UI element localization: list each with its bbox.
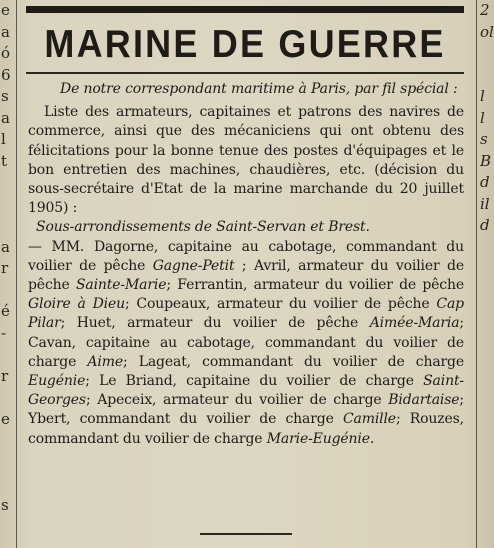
margin-fragment	[480, 366, 494, 388]
margin-fragment	[480, 65, 494, 87]
margin-fragment: e	[1, 1, 10, 19]
margin-fragment	[0, 172, 14, 194]
margin-fragment	[0, 430, 14, 452]
margin-fragment: 2	[480, 1, 490, 19]
ship-name: Aimée-Maria	[369, 315, 460, 332]
margin-fragment: d	[480, 216, 490, 234]
margin-fragment	[480, 409, 494, 431]
names-text-run: — MM. Dagorne, capitaine au cabotage, commandant du voilier de pêche	[28, 238, 464, 274]
margin-fragment	[0, 215, 14, 237]
article-headline: MARINE DE GUERRE	[44, 21, 446, 66]
margin-fragment	[480, 280, 494, 302]
article-body	[28, 80, 464, 449]
article-end-rule	[200, 533, 292, 535]
names-text-run: ; Avril, armateur du voilier de pêche	[28, 257, 464, 294]
ship-name: Gloire à Dieu	[28, 296, 125, 313]
margin-fragment	[480, 323, 494, 345]
margin-fragment	[0, 344, 14, 366]
margin-fragment: d	[480, 173, 490, 191]
margin-fragment	[480, 387, 494, 409]
names-text-run: .	[369, 430, 375, 447]
article-intro: Liste des armateurs, capitaines et patrons des navires de commerce, ainsi que des mécaniciens qui ont obtenu des félicitations pour la bonne tenue des postes d'équipages et le bon entretien des machines, chaudières, etc. (décision du sous-secrétaire d'Etat de la marine marchande du 20 juillet 1905) :	[28, 104, 464, 217]
margin-fragment: 6	[1, 65, 11, 84]
margin-fragment: a	[1, 22, 10, 41]
margin-fragment: s	[1, 87, 9, 105]
margin-fragment: l	[1, 130, 6, 148]
margin-fragment	[480, 237, 494, 259]
article-lead: De notre correspondant maritime à Paris, par fil spécial :	[60, 81, 458, 97]
ship-name: Eugénie	[28, 373, 86, 390]
margin-fragment	[0, 194, 14, 216]
margin-fragment	[0, 473, 14, 495]
ship-name: Cap Pilar	[28, 296, 464, 332]
margin-fragment	[480, 43, 494, 65]
margin-fragment: r	[1, 366, 9, 385]
margin-fragment: a	[1, 108, 10, 127]
margin-fragment: -	[1, 323, 7, 342]
ship-name: Gagne-Petit	[152, 257, 235, 274]
margin-fragment: l	[480, 87, 485, 105]
ship-name: Marie-Eugénie	[266, 430, 370, 447]
margin-fragment: B	[480, 151, 492, 170]
margin-fragment: t	[1, 151, 8, 170]
top-rule	[26, 6, 464, 13]
ship-name: Camille	[342, 411, 396, 428]
ship-name: Sainte-Marie	[75, 277, 167, 294]
names-text-run: ; Ybert, commandant du voilier de charge	[28, 392, 464, 428]
margin-fragment	[480, 452, 494, 474]
margin-fragment	[480, 344, 494, 366]
margin-fragment: s	[1, 495, 9, 514]
names-text-run: ; Coupeaux, armateur du voilier de pêche	[124, 296, 437, 313]
headline-rule	[26, 72, 464, 74]
names-text-run: ; Rouzes, commandant du voilier de charge	[28, 411, 464, 447]
margin-fragment	[480, 301, 494, 323]
margin-fragment	[0, 387, 14, 409]
margin-fragment: ol	[480, 22, 494, 41]
margin-fragment	[480, 495, 494, 517]
margin-fragment: a	[1, 237, 10, 256]
ship-name: Saint-Georges	[28, 373, 464, 409]
margin-fragment	[480, 473, 494, 495]
column-rule-right	[476, 0, 477, 548]
margin-fragment: l	[480, 108, 485, 127]
names-text-run: ; Le Briand, capitaine du voilier de charge	[85, 373, 424, 390]
margin-fragment: ó	[1, 44, 11, 62]
names-text-run: ; Apeceix, armateur du voilier de charge	[85, 392, 389, 409]
ship-name: Bidartaise	[388, 392, 460, 409]
right-column-fragments	[480, 0, 494, 548]
names-text-run: ; Ferrantin, armateur du voilier de pêche	[166, 277, 464, 294]
margin-fragment: s	[480, 130, 488, 148]
names-text-run: ; Lageat, commandant du voilier de charge	[122, 353, 465, 370]
margin-fragment	[480, 258, 494, 280]
ship-name: Aime	[87, 353, 123, 370]
margin-fragment	[0, 280, 14, 302]
names-text-run: ; Cavan, capitaine au cabotage, commandant du voilier de charge	[28, 315, 464, 370]
margin-fragment: é	[1, 302, 10, 320]
left-column-fragments	[0, 0, 14, 548]
names-text-run: ; Huet, armateur du voilier de pêche	[60, 315, 370, 332]
margin-fragment: e	[1, 409, 10, 428]
article-names-paragraph	[28, 238, 464, 449]
margin-fragment: r	[1, 259, 9, 277]
article-subheading: Sous-arrondissements de Saint-Servan et Brest.	[36, 219, 370, 236]
margin-fragment	[0, 452, 14, 474]
margin-fragment: il	[480, 194, 490, 213]
margin-fragment	[480, 430, 494, 452]
column-rule-left	[16, 0, 17, 548]
